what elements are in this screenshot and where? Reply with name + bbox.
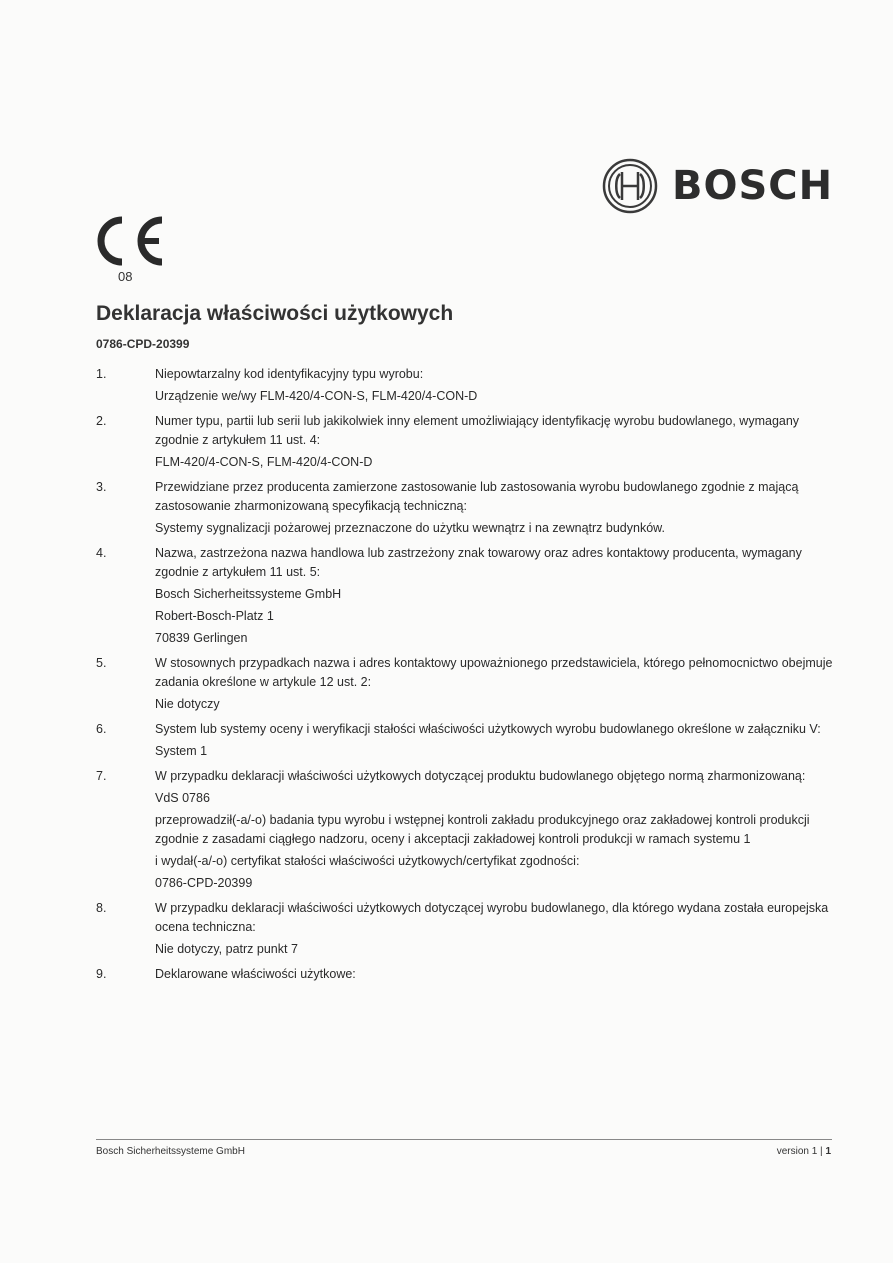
item-question: Niepowtarzalny kod identyfikacyjny typu wyrobu: <box>155 367 424 381</box>
item-question: Przewidziane przez producenta zamierzone zastosowanie lub zastosowania wyrobu budowlanego zgodnie z mającą zastosowanie zharmonizowaną specyfikacją techniczną: <box>155 480 799 513</box>
item-number: 7. <box>96 769 107 783</box>
item-question: Numer typu, partii lub serii lub jakikolwiek inny element umożliwiający identyfikację wyrobu budowlanego, wymagany zgodnie z artykułem 11 ust. 4: <box>155 414 800 447</box>
item-answer-line: VdS 0786 <box>155 791 210 805</box>
item-number: 4. <box>96 546 107 560</box>
item-content <box>155 720 835 761</box>
item-number: 2. <box>96 414 107 428</box>
item-question: Nazwa, zastrzeżona nazwa handlowa lub zastrzeżony znak towarowy oraz adres kontaktowy producenta, wymagany zgodnie z artykułem 11 ust. 5: <box>155 546 802 579</box>
item-content <box>155 478 835 538</box>
declaration-item <box>96 412 836 472</box>
declaration-item <box>96 478 836 538</box>
item-number: 8. <box>96 901 107 915</box>
item-content <box>155 965 835 984</box>
declaration-item <box>96 899 836 959</box>
footer-company: Bosch Sicherheitssysteme GmbH <box>96 1146 245 1157</box>
item-answer-line: Nie dotyczy, patrz punkt 7 <box>155 942 298 956</box>
bosch-armature-icon <box>602 158 658 214</box>
declaration-item <box>96 365 836 406</box>
declaration-items <box>96 365 836 990</box>
item-answer-line: System 1 <box>155 744 208 758</box>
item-content <box>155 365 835 406</box>
item-number: 1. <box>96 367 107 381</box>
item-content <box>155 899 835 959</box>
item-question: W stosownych przypadkach nazwa i adres kontaktowy upoważnionego przedstawiciela, którego pełnomocnictwo obejmuje zadania określone w artykule 12 ust. 2: <box>155 656 833 689</box>
item-answer-line: Nie dotyczy <box>155 697 220 711</box>
item-answer-line: Bosch Sicherheitssysteme GmbH <box>155 587 342 601</box>
declaration-item <box>96 767 836 893</box>
item-content <box>155 412 835 472</box>
brand-name: BOSCH <box>672 163 834 209</box>
footer-divider <box>96 1139 832 1140</box>
declaration-item <box>96 965 836 984</box>
declaration-item <box>96 654 836 714</box>
page-number: 1 <box>825 1146 831 1157</box>
item-number: 3. <box>96 480 107 494</box>
item-answer-line: Robert-Bosch-Platz 1 <box>155 609 274 623</box>
item-number: 9. <box>96 967 107 981</box>
item-number: 5. <box>96 656 107 670</box>
item-answer-line: przeprowadził(-a/-o) badania typu wyrobu i wstępnej kontroli zakładu produkcyjnego oraz zakładowej kontroli produkcji zgodnie z zasadami ciągłego nadzoru, oceny i akceptacji zakładowej kontroli produkcji w ramach systemu 1 <box>155 813 810 846</box>
item-number: 6. <box>96 722 107 736</box>
version-label: version 1 | <box>776 1146 823 1157</box>
ce-mark-icon <box>92 214 166 268</box>
declaration-item <box>96 720 836 761</box>
item-answer-line: Urządzenie we/wy FLM-420/4-CON-S, FLM-420/4-CON-D <box>155 389 478 403</box>
item-question: W przypadku deklaracji właściwości użytkowych dotyczącej produktu budowlanego objętego normą zharmonizowaną: <box>155 769 806 783</box>
item-content <box>155 654 835 714</box>
item-content <box>155 544 835 648</box>
item-answer-line: Systemy sygnalizacji pożarowej przeznaczone do użytku wewnątrz i na zewnątrz budynków. <box>155 521 665 535</box>
item-question: Deklarowane właściwości użytkowe: <box>155 967 356 981</box>
declaration-item <box>96 544 836 648</box>
item-question: System lub systemy oceny i weryfikacji stałości właściwości użytkowych wyrobu budowlanego określone w załączniku V: <box>155 722 821 736</box>
ce-notified-body-number: 08 <box>118 269 133 284</box>
footer-version <box>777 1146 831 1157</box>
item-content <box>155 767 835 893</box>
bosch-logo <box>602 158 833 214</box>
item-question: W przypadku deklaracji właściwości użytkowych dotyczącej wyrobu budowlanego, dla którego wydana została europejska ocena techniczna: <box>155 901 829 934</box>
document-id: 0786-CPD-20399 <box>96 337 190 351</box>
document-title: Deklaracja właściwości użytkowych <box>96 302 454 325</box>
item-answer-line: FLM-420/4-CON-S, FLM-420/4-CON-D <box>155 455 373 469</box>
item-answer-line: 0786-CPD-20399 <box>155 876 253 890</box>
item-answer-line: 70839 Gerlingen <box>155 631 248 645</box>
item-answer-line: i wydał(-a/-o) certyfikat stałości właściwości użytkowych/certyfikat zgodności: <box>155 854 580 868</box>
